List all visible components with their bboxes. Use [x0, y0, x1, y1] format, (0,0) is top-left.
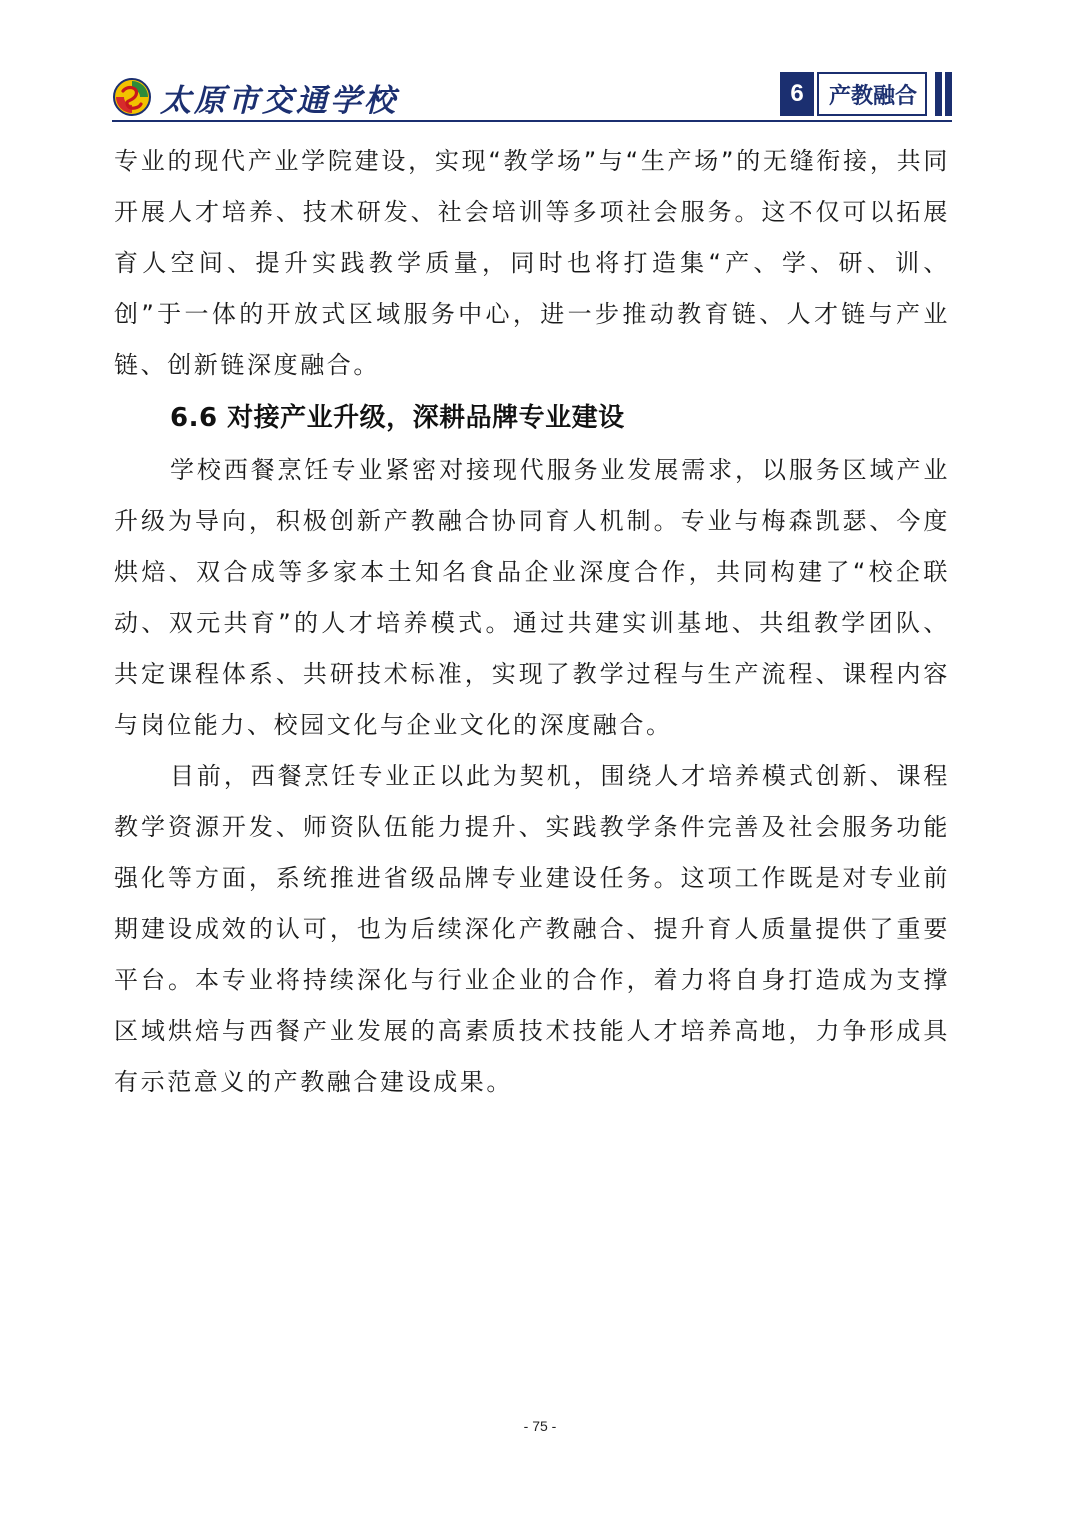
chapter-decor-bars [932, 72, 952, 116]
school-logo [112, 74, 398, 120]
section-heading: 6.6 对接产业升级，深耕品牌专业建设 [170, 403, 625, 433]
chapter-badge [780, 72, 952, 116]
chapter-title: 产教融合 [817, 72, 927, 116]
paragraph-continued: 专业的现代产业学院建设，实现“教学场”与“生产场”的无缝衔接，共同开展人才培养、技术研发、社会培训等多项社会服务。这不仅可以拓展育人空间、提升实践教学质量，同时也将打造集“产、学、研、训、创”于一体的开放式区域服务中心，进一步推动教育链、人才链与产业链、创新链深度融合。 [114, 147, 950, 379]
paragraph: 目前，西餐烹饪专业正以此为契机，围绕人才培养模式创新、课程教学资源开发、师资队伍能力提升、实践教学条件完善及社会服务功能强化等方面，系统推进省级品牌专业建设任务。这项工作既是对专业前期建设成效的认可，也为后续深化产教融合、提升育人质量提供了重要平台。本专业将持续深化与行业企业的合作，着力将自身打造成为支撑区域烘焙与西餐产业发展的高素质技术技能人才培养高地，力争形成具有示范意义的产教融合建设成果。 [114, 762, 950, 1096]
decor-bar [935, 72, 942, 116]
page-header [0, 0, 1080, 130]
page-content [114, 136, 950, 1108]
paragraph: 学校西餐烹饪专业紧密对接现代服务业发展需求，以服务区域产业升级为导向，积极创新产教融合协同育人机制。专业与梅森凯瑟、今度烘焙、双合成等多家本土知名食品企业深度合作，共同构建了“校企联动、双元共育”的人才培养模式。通过共建实训基地、共组教学团队、共定课程体系、共研技术标准，实现了教学过程与生产流程、课程内容与岗位能力、校园文化与企业文化的深度融合。 [114, 456, 950, 739]
page-number: - 75 - [523, 1418, 557, 1434]
decor-bar [945, 72, 952, 116]
chapter-number: 6 [780, 72, 814, 116]
school-name: 太原市交通学校 [160, 82, 398, 119]
school-emblem-icon [112, 77, 152, 117]
header-rule [112, 120, 952, 122]
